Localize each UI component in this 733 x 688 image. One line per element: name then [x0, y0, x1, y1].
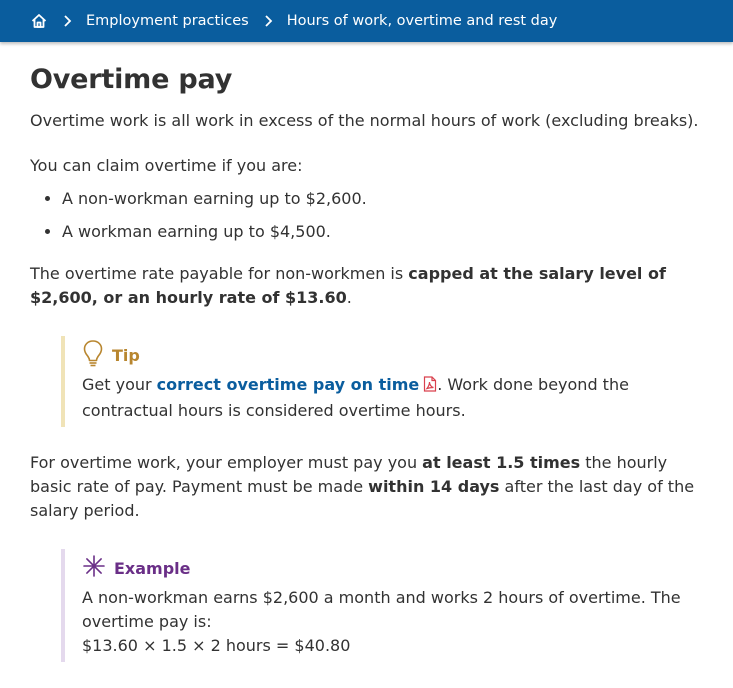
pay-rules-emphasis: at least 1.5 times — [422, 453, 581, 472]
lightbulb-icon — [82, 339, 104, 371]
chevron-right-icon — [264, 14, 273, 28]
rate-text — [30, 262, 703, 310]
pay-rules-part: For overtime work, your employer must pay you — [30, 453, 423, 472]
page-title: Overtime pay — [30, 64, 233, 95]
tip-text-end: . Work done beyond the contractual hours is considered overtime hours. — [82, 375, 629, 420]
breadcrumb — [0, 0, 733, 42]
list-item: • A workman earning up to $4,500. — [62, 220, 703, 244]
asterisk-icon — [82, 554, 106, 582]
breadcrumb-hours-of-work[interactable]: Hours of work, overtime and rest day — [286, 13, 558, 29]
tip-title: Tip — [112, 345, 140, 365]
claim-lead-text: You can claim overtime if you are: — [30, 156, 303, 175]
home-icon[interactable] — [30, 12, 48, 30]
chevron-right-icon — [63, 14, 72, 28]
example-title: Example — [114, 558, 191, 578]
pay-rules-part: after the last day of the salary period. — [30, 477, 695, 520]
example-text: A non-workman earns $2,600 a month and works 2 hours of overtime. The overtime pay is: — [82, 588, 681, 631]
pdf-icon[interactable] — [423, 375, 437, 399]
intro-text: Overtime work is all work in excess of the normal hours of work (excluding breaks). — [30, 111, 699, 130]
list-item: • A non-workman earning up to $2,600. — [62, 187, 703, 211]
pay-rules-text — [30, 451, 703, 523]
rate-text-end: . — [346, 288, 352, 307]
example-callout — [61, 549, 703, 662]
pay-rules-emphasis: within 14 days — [368, 477, 500, 496]
tip-callout — [61, 336, 703, 427]
pay-rules-part: the hourly basic rate of pay. Payment must be made — [30, 453, 668, 496]
claim-list — [30, 187, 703, 244]
correct-overtime-pay-link[interactable]: correct overtime pay on time — [156, 375, 420, 394]
rate-text-part: The overtime rate payable for non-workmen is — [30, 264, 409, 283]
rate-emphasis: capped at the salary level of $2,600, or an hourly rate of $13.60 — [30, 264, 666, 307]
example-calculation: $13.60 × 1.5 × 2 hours = $40.80 — [82, 636, 351, 655]
tip-text — [82, 373, 691, 423]
breadcrumb-employment-practices[interactable]: Employment practices — [86, 13, 249, 29]
tip-text-part: Get your — [82, 375, 157, 394]
main-content — [0, 64, 733, 662]
